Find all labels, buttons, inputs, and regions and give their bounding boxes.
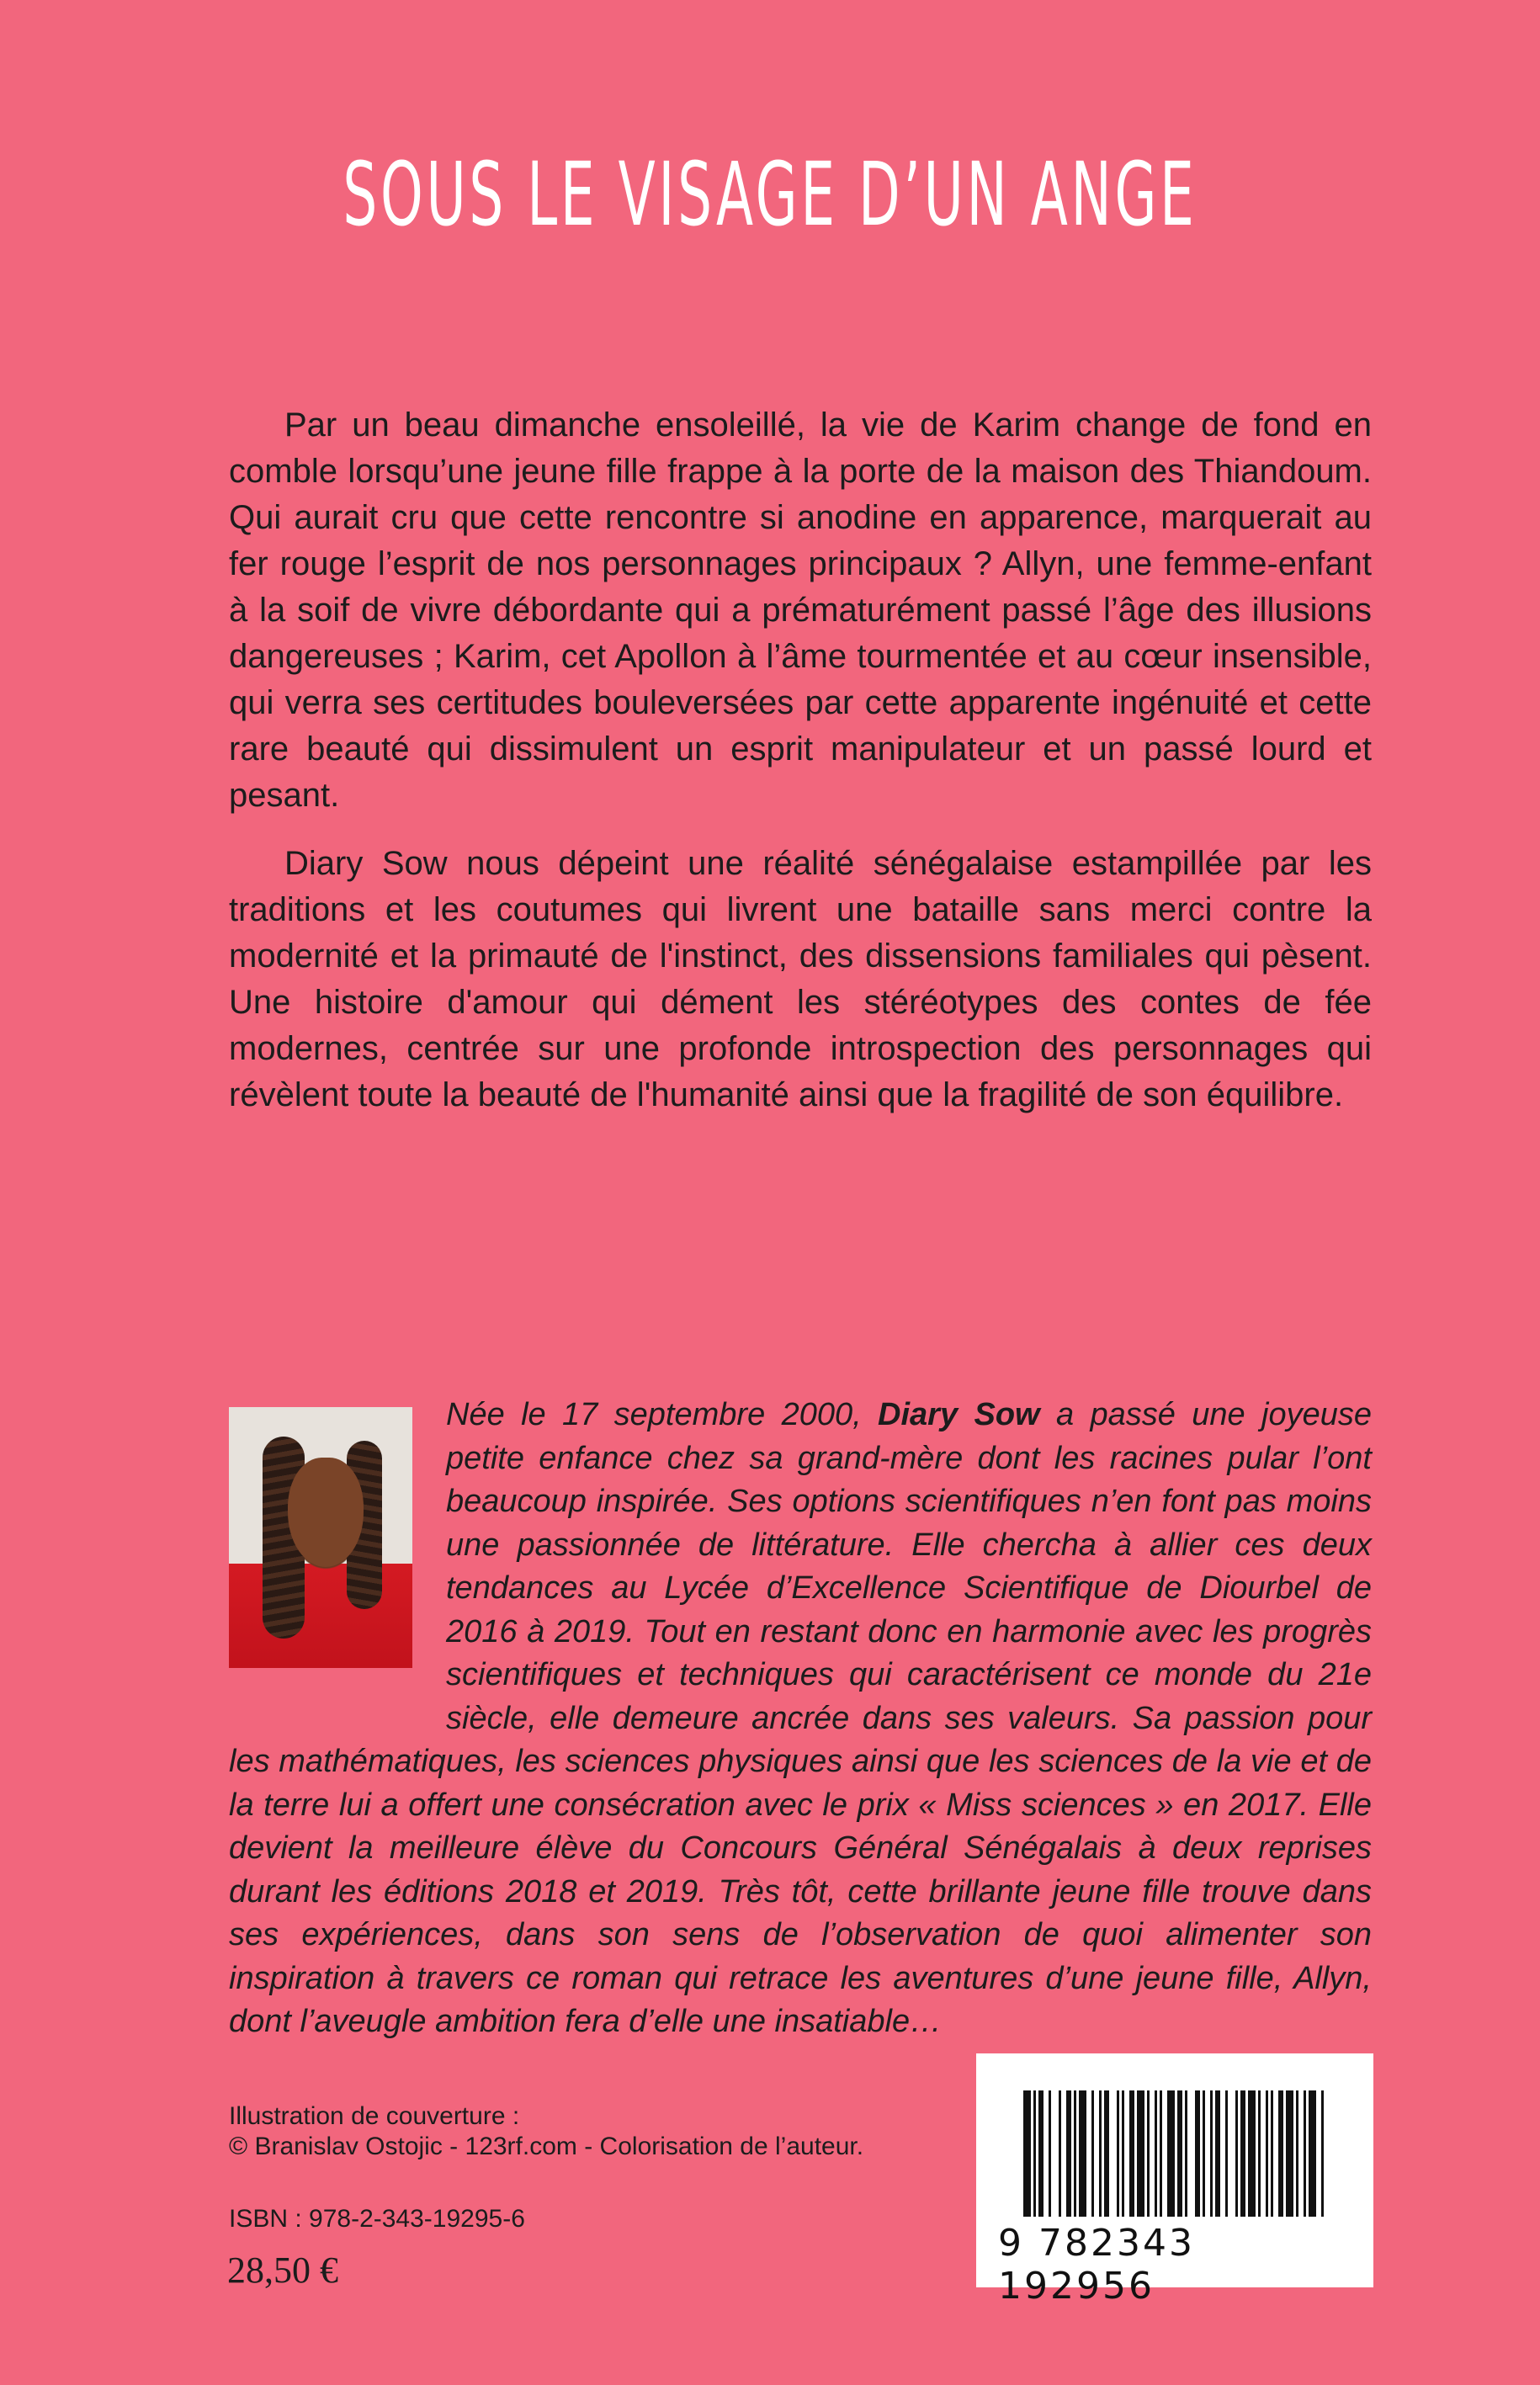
isbn: ISBN : 978-2-343-19295-6 — [229, 2205, 525, 2233]
author-name: Diary Sow — [878, 1397, 1040, 1432]
barcode-digits: 9 782343 192956 — [998, 2222, 1195, 2308]
credits-line-2: © Branislav Ostojic - 123rf.com - Colorisation de l’auteur. — [229, 2133, 864, 2160]
barcode-bar — [1137, 2090, 1144, 2217]
barcode-bar — [1286, 2090, 1293, 2217]
barcode — [976, 2053, 1373, 2308]
barcode-bar — [1266, 2090, 1268, 2217]
barcode-bar — [1091, 2090, 1094, 2217]
barcode-bar — [1321, 2090, 1324, 2217]
barcode-bar — [1167, 2090, 1175, 2217]
barcode-bar — [1195, 2090, 1200, 2217]
barcode-bar — [1235, 2090, 1238, 2217]
barcode-bar — [1122, 2090, 1124, 2217]
barcode-bar — [1099, 2090, 1102, 2217]
barcode-bar — [1038, 2090, 1043, 2217]
barcode-bar — [1248, 2090, 1256, 2217]
barcode-bar — [1296, 2090, 1298, 2217]
barcode-bar — [1309, 2090, 1316, 2217]
bio-text: a passé une joyeuse petite enfance chez sa grand-mère dont les racines pular l’ont beaucoup inspirée. Ses options scientifiques n’en font pas moins une passionnée de littérature. Elle chercha à allier ces deux tendances au Lycée d’Excellence Scientifique de Diourbel de 2016 à 2019. Tout en restant donc en harmonie avec les progrès scientifiques et techniques qui caractérisent ce monde du 21e siècle, elle demeure ancrée dans ses valeurs. Sa passion pour les mathématiques, les sciences physiques ainsi que les sciences de la vie et de la terre lui a offert une consécration avec le prix « Miss sciences » en 2017. Elle devient la meilleure élève du Concours Général Sénégalais à deux reprises durant les éditions 2018 et 2019. Très tôt, cette brillante jeune fille trouve dans ses expériences, dans son sens de l’observation de quoi alimenter son inspiration à travers ce roman qui retrace les aventures d’une jeune fille, Allyn, dont l’aveugle ambition fera d’elle une insatiable… — [229, 1397, 1372, 2039]
author-biography — [229, 1394, 1372, 2044]
barcode-bar — [1033, 2090, 1036, 2217]
bio-lead: Née le 17 septembre 2000, — [446, 1397, 879, 1432]
barcode-bar — [1271, 2090, 1273, 2217]
barcode-bar — [1215, 2090, 1220, 2217]
barcode-bar — [1104, 2090, 1109, 2217]
barcode-bar — [1278, 2090, 1283, 2217]
book-summary — [229, 402, 1372, 1140]
barcode-bar — [1117, 2090, 1119, 2217]
barcode-bar — [1203, 2090, 1205, 2217]
credits-line-1: Illustration de couverture : — [229, 2102, 520, 2130]
barcode-bar — [1074, 2090, 1076, 2217]
barcode-bar — [1023, 2090, 1031, 2217]
barcode-bar — [1129, 2090, 1134, 2217]
barcode-bar — [1258, 2090, 1261, 2217]
summary-paragraph-1: Par un beau dimanche ensoleillé, la vie de Karim change de fond en comble lorsqu’une jeune fille frappe à la porte de la maison des Thiandoum. Qui aurait cru que cette rencontre si anodine en apparence, marquerait au fer rouge l’esprit de nos personnages principaux ? Allyn, une femme-enfant à la soif de vivre débordante qui a prématurément passé l’âge des illusions dangereuses ; Karim, cet Apollon à l’âme tourmentée et au cœur insensible, qui verra ses certitudes bouleversées par cette apparente ingénuité et cette rare beauté qui dissimulent un esprit manipulateur et un passé lourd et pesant. — [229, 406, 1372, 814]
barcode-bar — [1079, 2090, 1086, 2217]
barcode-bar — [1185, 2090, 1187, 2217]
barcode-bar — [1160, 2090, 1162, 2217]
barcode-bar — [1304, 2090, 1306, 2217]
summary-paragraph-2: Diary Sow nous dépeint une réalité sénégalaise estampillée par les traditions et les coutumes qui livrent une bataille sans merci contre la modernité et la primauté de l'instinct, des dissensions familiales qui pèsent. Une histoire d'amour qui dément les stéréotypes des contes de fée modernes, centrée sur une profonde introspection des personnages qui révèlent toute la beauté de l'humanité ainsi que la fragilité de son équilibre. — [229, 845, 1372, 1113]
barcode-bar — [1049, 2090, 1051, 2217]
barcode-bar — [1155, 2090, 1157, 2217]
barcode-bar — [1147, 2090, 1150, 2217]
cover-credits — [229, 2101, 863, 2162]
barcode-bar — [1066, 2090, 1071, 2217]
barcode-bar — [1210, 2090, 1213, 2217]
barcode-bar — [1225, 2090, 1228, 2217]
barcode-bar — [1059, 2090, 1061, 2217]
barcode-bar — [1177, 2090, 1182, 2217]
barcode-bars-icon — [1023, 2090, 1326, 2225]
barcode-bar — [1240, 2090, 1245, 2217]
book-title: SOUS LE VISAGE D’UN ANGE — [343, 143, 1197, 246]
price: 28,50 € — [227, 2250, 338, 2291]
